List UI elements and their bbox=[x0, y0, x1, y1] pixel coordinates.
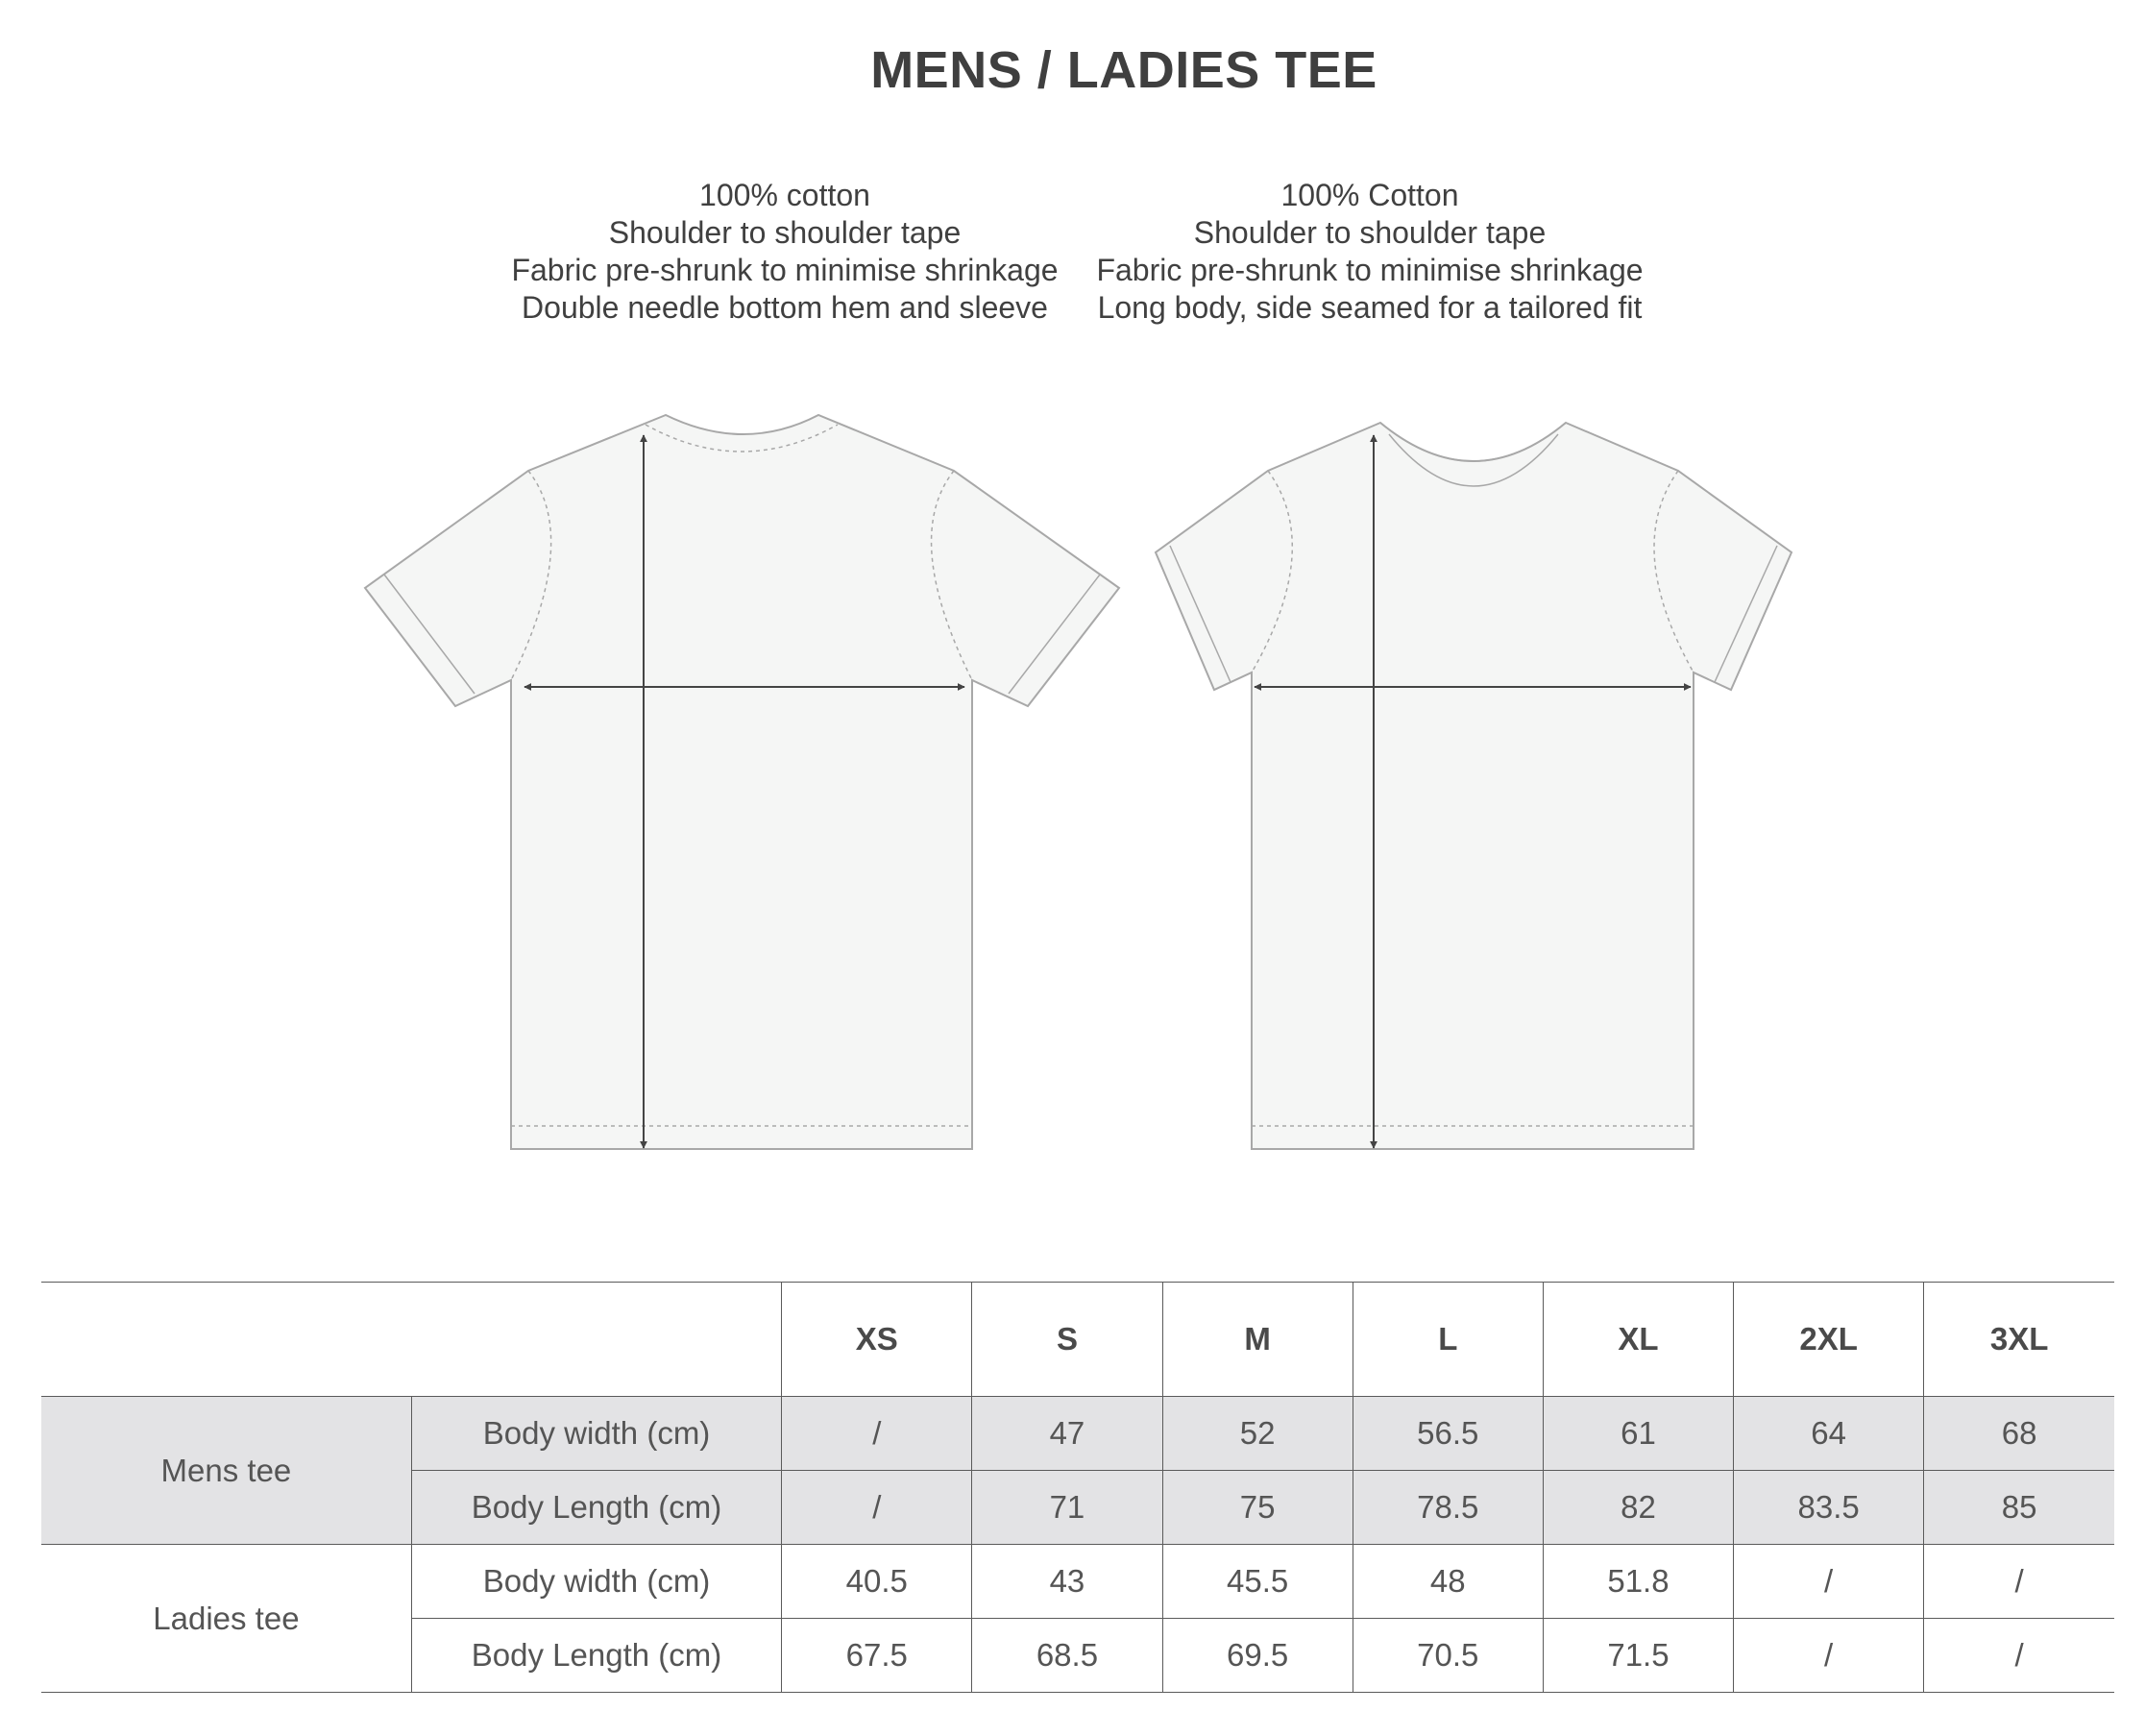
ladies-feature-1: 100% Cotton bbox=[1280, 178, 1459, 212]
table-cell: / bbox=[782, 1397, 972, 1471]
table-cell: 43 bbox=[972, 1545, 1162, 1619]
size-header-xl: XL bbox=[1543, 1283, 1733, 1397]
ladies-tee-outline bbox=[1156, 423, 1792, 1149]
mens-tee-outline bbox=[365, 415, 1119, 1149]
table-cell: 61 bbox=[1543, 1397, 1733, 1471]
table-cell: 56.5 bbox=[1353, 1397, 1543, 1471]
table-cell: 69.5 bbox=[1162, 1619, 1353, 1693]
table-cell: 52 bbox=[1162, 1397, 1353, 1471]
table-cell: 40.5 bbox=[782, 1545, 972, 1619]
mens-feature-3: Fabric pre-shrunk to minimise shrinkage bbox=[511, 253, 1059, 287]
size-header-m: M bbox=[1162, 1283, 1353, 1397]
group-label-ladies: Ladies tee bbox=[41, 1545, 411, 1693]
table-cell: / bbox=[1734, 1545, 1924, 1619]
size-header-2xl: 2XL bbox=[1734, 1283, 1924, 1397]
mens-tee-drawing bbox=[365, 415, 1119, 1149]
table-cell: 71 bbox=[972, 1471, 1162, 1545]
table-cell: / bbox=[1924, 1545, 2114, 1619]
ladies-tee-drawing bbox=[1156, 423, 1792, 1149]
row-label: Body Length (cm) bbox=[411, 1471, 781, 1545]
row-label: Body width (cm) bbox=[411, 1397, 781, 1471]
group-label-mens: Mens tee bbox=[41, 1397, 411, 1545]
mens-feature-1: 100% cotton bbox=[699, 178, 870, 212]
table-cell: 64 bbox=[1734, 1397, 1924, 1471]
row-label: Body width (cm) bbox=[411, 1545, 781, 1619]
mens-feature-4: Double needle bottom hem and sleeve bbox=[522, 290, 1048, 325]
table-cell: / bbox=[782, 1471, 972, 1545]
ladies-feature-4: Long body, side seamed for a tailored fit bbox=[1097, 290, 1643, 325]
size-header-l: L bbox=[1353, 1283, 1543, 1397]
size-header-s: S bbox=[972, 1283, 1162, 1397]
table-row bbox=[41, 1397, 2114, 1471]
table-cell: 75 bbox=[1162, 1471, 1353, 1545]
row-label: Body Length (cm) bbox=[411, 1619, 781, 1693]
table-cell: 68.5 bbox=[972, 1619, 1162, 1693]
header-blank-cell bbox=[41, 1283, 782, 1397]
size-chart-table bbox=[41, 1282, 2114, 1693]
table-cell: 83.5 bbox=[1734, 1471, 1924, 1545]
mens-feature-2: Shoulder to shoulder tape bbox=[608, 215, 962, 250]
table-cell: / bbox=[1734, 1619, 1924, 1693]
table-cell: 45.5 bbox=[1162, 1545, 1353, 1619]
ladies-feature-3: Fabric pre-shrunk to minimise shrinkage bbox=[1096, 253, 1644, 287]
table-cell: / bbox=[1924, 1619, 2114, 1693]
table-cell: 67.5 bbox=[782, 1619, 972, 1693]
page-title: MENS / LADIES TEE bbox=[870, 41, 1377, 99]
table-cell: 85 bbox=[1924, 1471, 2114, 1545]
table-row bbox=[41, 1545, 2114, 1619]
table-cell: 71.5 bbox=[1543, 1619, 1733, 1693]
table-cell: 78.5 bbox=[1353, 1471, 1543, 1545]
table-cell: 70.5 bbox=[1353, 1619, 1543, 1693]
ladies-feature-2: Shoulder to shoulder tape bbox=[1193, 215, 1547, 250]
table-cell: 68 bbox=[1924, 1397, 2114, 1471]
size-header-row bbox=[41, 1283, 2114, 1397]
table-cell: 82 bbox=[1543, 1471, 1733, 1545]
table-cell: 47 bbox=[972, 1397, 1162, 1471]
size-header-xs: XS bbox=[782, 1283, 972, 1397]
size-header-3xl: 3XL bbox=[1924, 1283, 2114, 1397]
table-cell: 48 bbox=[1353, 1545, 1543, 1619]
table-cell: 51.8 bbox=[1543, 1545, 1733, 1619]
